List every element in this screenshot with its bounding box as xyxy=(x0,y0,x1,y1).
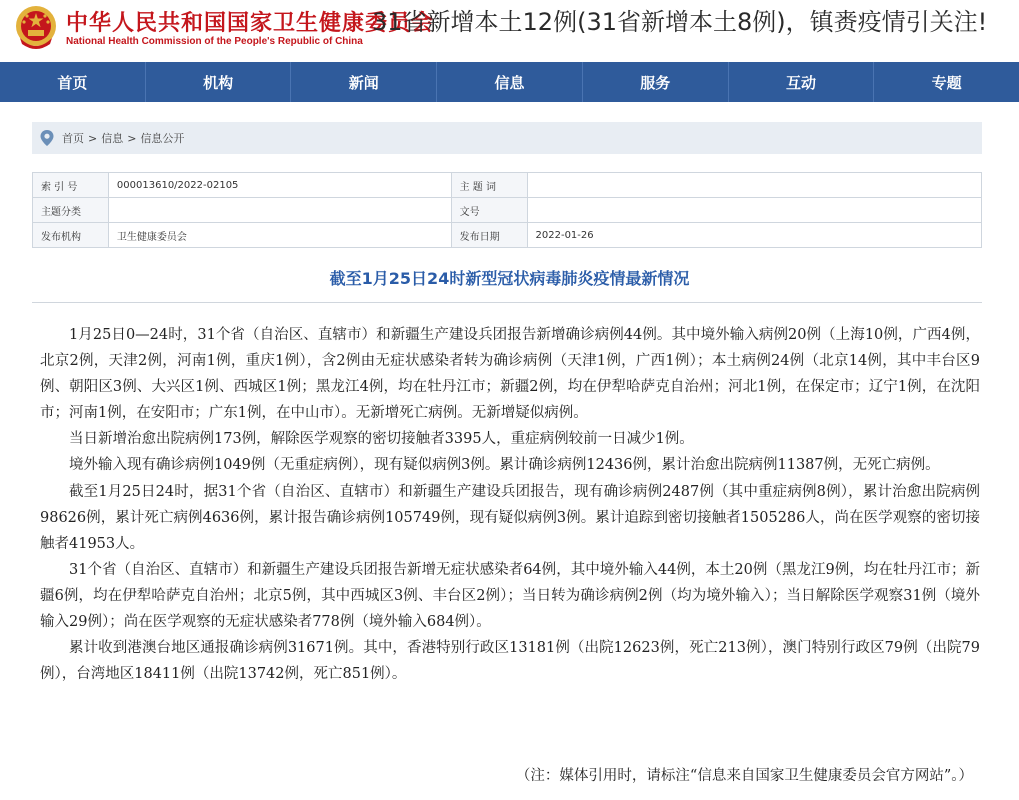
site-header xyxy=(0,0,1019,62)
media-citation-note: （注：媒体引用时，请标注“信息来自国家卫生健康委员会官方网站”。） xyxy=(515,768,973,784)
index-number-label: 索 引 号 xyxy=(33,173,109,198)
main-nav xyxy=(0,62,1019,102)
document-number-label: 文号 xyxy=(451,198,527,223)
table-row xyxy=(33,223,982,248)
nav-item-institutions[interactable]: 机构 xyxy=(146,62,292,102)
publisher-value: 卫生健康委员会 xyxy=(108,223,451,248)
article-paragraph: 1月25日0—24时，31个省（自治区、直辖市）和新疆生产建设兵团报告新增确诊病例44例。其中境外输入病例20例（上海10例，广西4例，北京2例，天津2例，河南1例，重庆1例），含2例由无症状感染者转为确诊病例（天津1例，广西1例）；本土病例24例（北京14例，其中丰台区9例、朝阳区3例、大兴区1例、西城区1例；黑龙江4例，均在牡丹江市；新疆2例，均在伊犁哈萨克自治州；河北1例，在保定市；辽宁1例，在沈阳市；河南1例，在安阳市；广东1例，在中山市）。无新增死亡病例。无新增疑似病例。 xyxy=(40,327,980,422)
breadcrumb-separator: > xyxy=(127,131,137,145)
document-number-value xyxy=(527,198,981,223)
site-title-english: National Health Commission of the People's Republic of China xyxy=(66,36,363,47)
table-row xyxy=(33,173,982,198)
document-info-table xyxy=(32,172,982,248)
nav-item-services[interactable]: 服务 xyxy=(583,62,729,102)
nav-item-news[interactable]: 新闻 xyxy=(291,62,437,102)
article-paragraph: 当日新增治愈出院病例173例，解除医学观察的密切接触者3395人，重症病例较前一日减少1例。 xyxy=(69,431,694,448)
topic-category-label: 主题分类 xyxy=(33,198,109,223)
article-paragraph: 截至1月25日24时，据31个省（自治区、直辖市）和新疆生产建设兵团报告，现有确诊病例2487例（其中重症病例8例），累计治愈出院病例98626例，累计死亡病例4636例，累计报告确诊病例105749例，现有疑似病例3例。累计追踪到密切接触者1505286人，尚在医学观察的密切接触者41953人。 xyxy=(40,483,980,552)
subject-keywords-label: 主 题 词 xyxy=(451,173,527,198)
nav-item-interaction[interactable]: 互动 xyxy=(729,62,875,102)
article-body xyxy=(40,322,980,687)
breadcrumb-information[interactable]: 信息 xyxy=(101,132,124,145)
title-divider xyxy=(32,302,982,303)
breadcrumb-separator: > xyxy=(88,131,98,145)
table-row xyxy=(33,198,982,223)
publish-date-value: 2022-01-26 xyxy=(527,223,981,248)
article-paragraph: 31个省（自治区、直辖市）和新疆生产建设兵团报告新增无症状感染者64例，其中境外输入44例，本土20例（黑龙江9例，均在牡丹江市；新疆6例，均在伊犁哈萨克自治州；北京5例，其中西城区3例、丰台区2例）；当日转为确诊病例2例（均为境外输入）；当日解除医学观察31例（境外输入29例）；尚在医学观察的无症状感染者778例（境外输入684例）。 xyxy=(40,561,980,631)
nav-item-topics[interactable]: 专题 xyxy=(931,73,962,92)
national-emblem-icon[interactable] xyxy=(14,4,58,52)
overlay-headline: 31省新增本土12例(31省新增本土8例)，镇赉疫情引关注! xyxy=(372,8,988,36)
nav-item-information[interactable]: 信息 xyxy=(437,62,583,102)
breadcrumb xyxy=(32,122,982,154)
article-paragraph: 境外输入现有确诊病例1049例（无重症病例），现有疑似病例3例。累计确诊病例12436例，累计治愈出院病例11387例，无死亡病例。 xyxy=(69,457,940,474)
article-paragraph: 累计收到港澳台地区通报确诊病例31671例。其中，香港特别行政区13181例（出院12623例，死亡213例），澳门特别行政区79例（出院79例），台湾地区18411例（出院13742例，死亡851例）。 xyxy=(40,640,980,683)
location-pin-icon xyxy=(40,130,54,146)
subject-keywords-value xyxy=(527,173,981,198)
publisher-label: 发布机构 xyxy=(33,223,109,248)
nav-item-home[interactable]: 首页 xyxy=(0,62,146,102)
topic-category-value xyxy=(108,198,451,223)
index-number-value: 000013610/2022-02105 xyxy=(108,173,451,198)
publish-date-label: 发布日期 xyxy=(451,223,527,248)
article-title: 截至1月25日24时新型冠状病毒肺炎疫情最新情况 xyxy=(329,269,690,288)
breadcrumb-home[interactable]: 首页 xyxy=(62,132,84,145)
site-title[interactable]: 中华人民共和国国家卫生健康委员会 xyxy=(66,10,435,36)
breadcrumb-info-disclosure[interactable]: 信息公开 xyxy=(140,132,185,145)
